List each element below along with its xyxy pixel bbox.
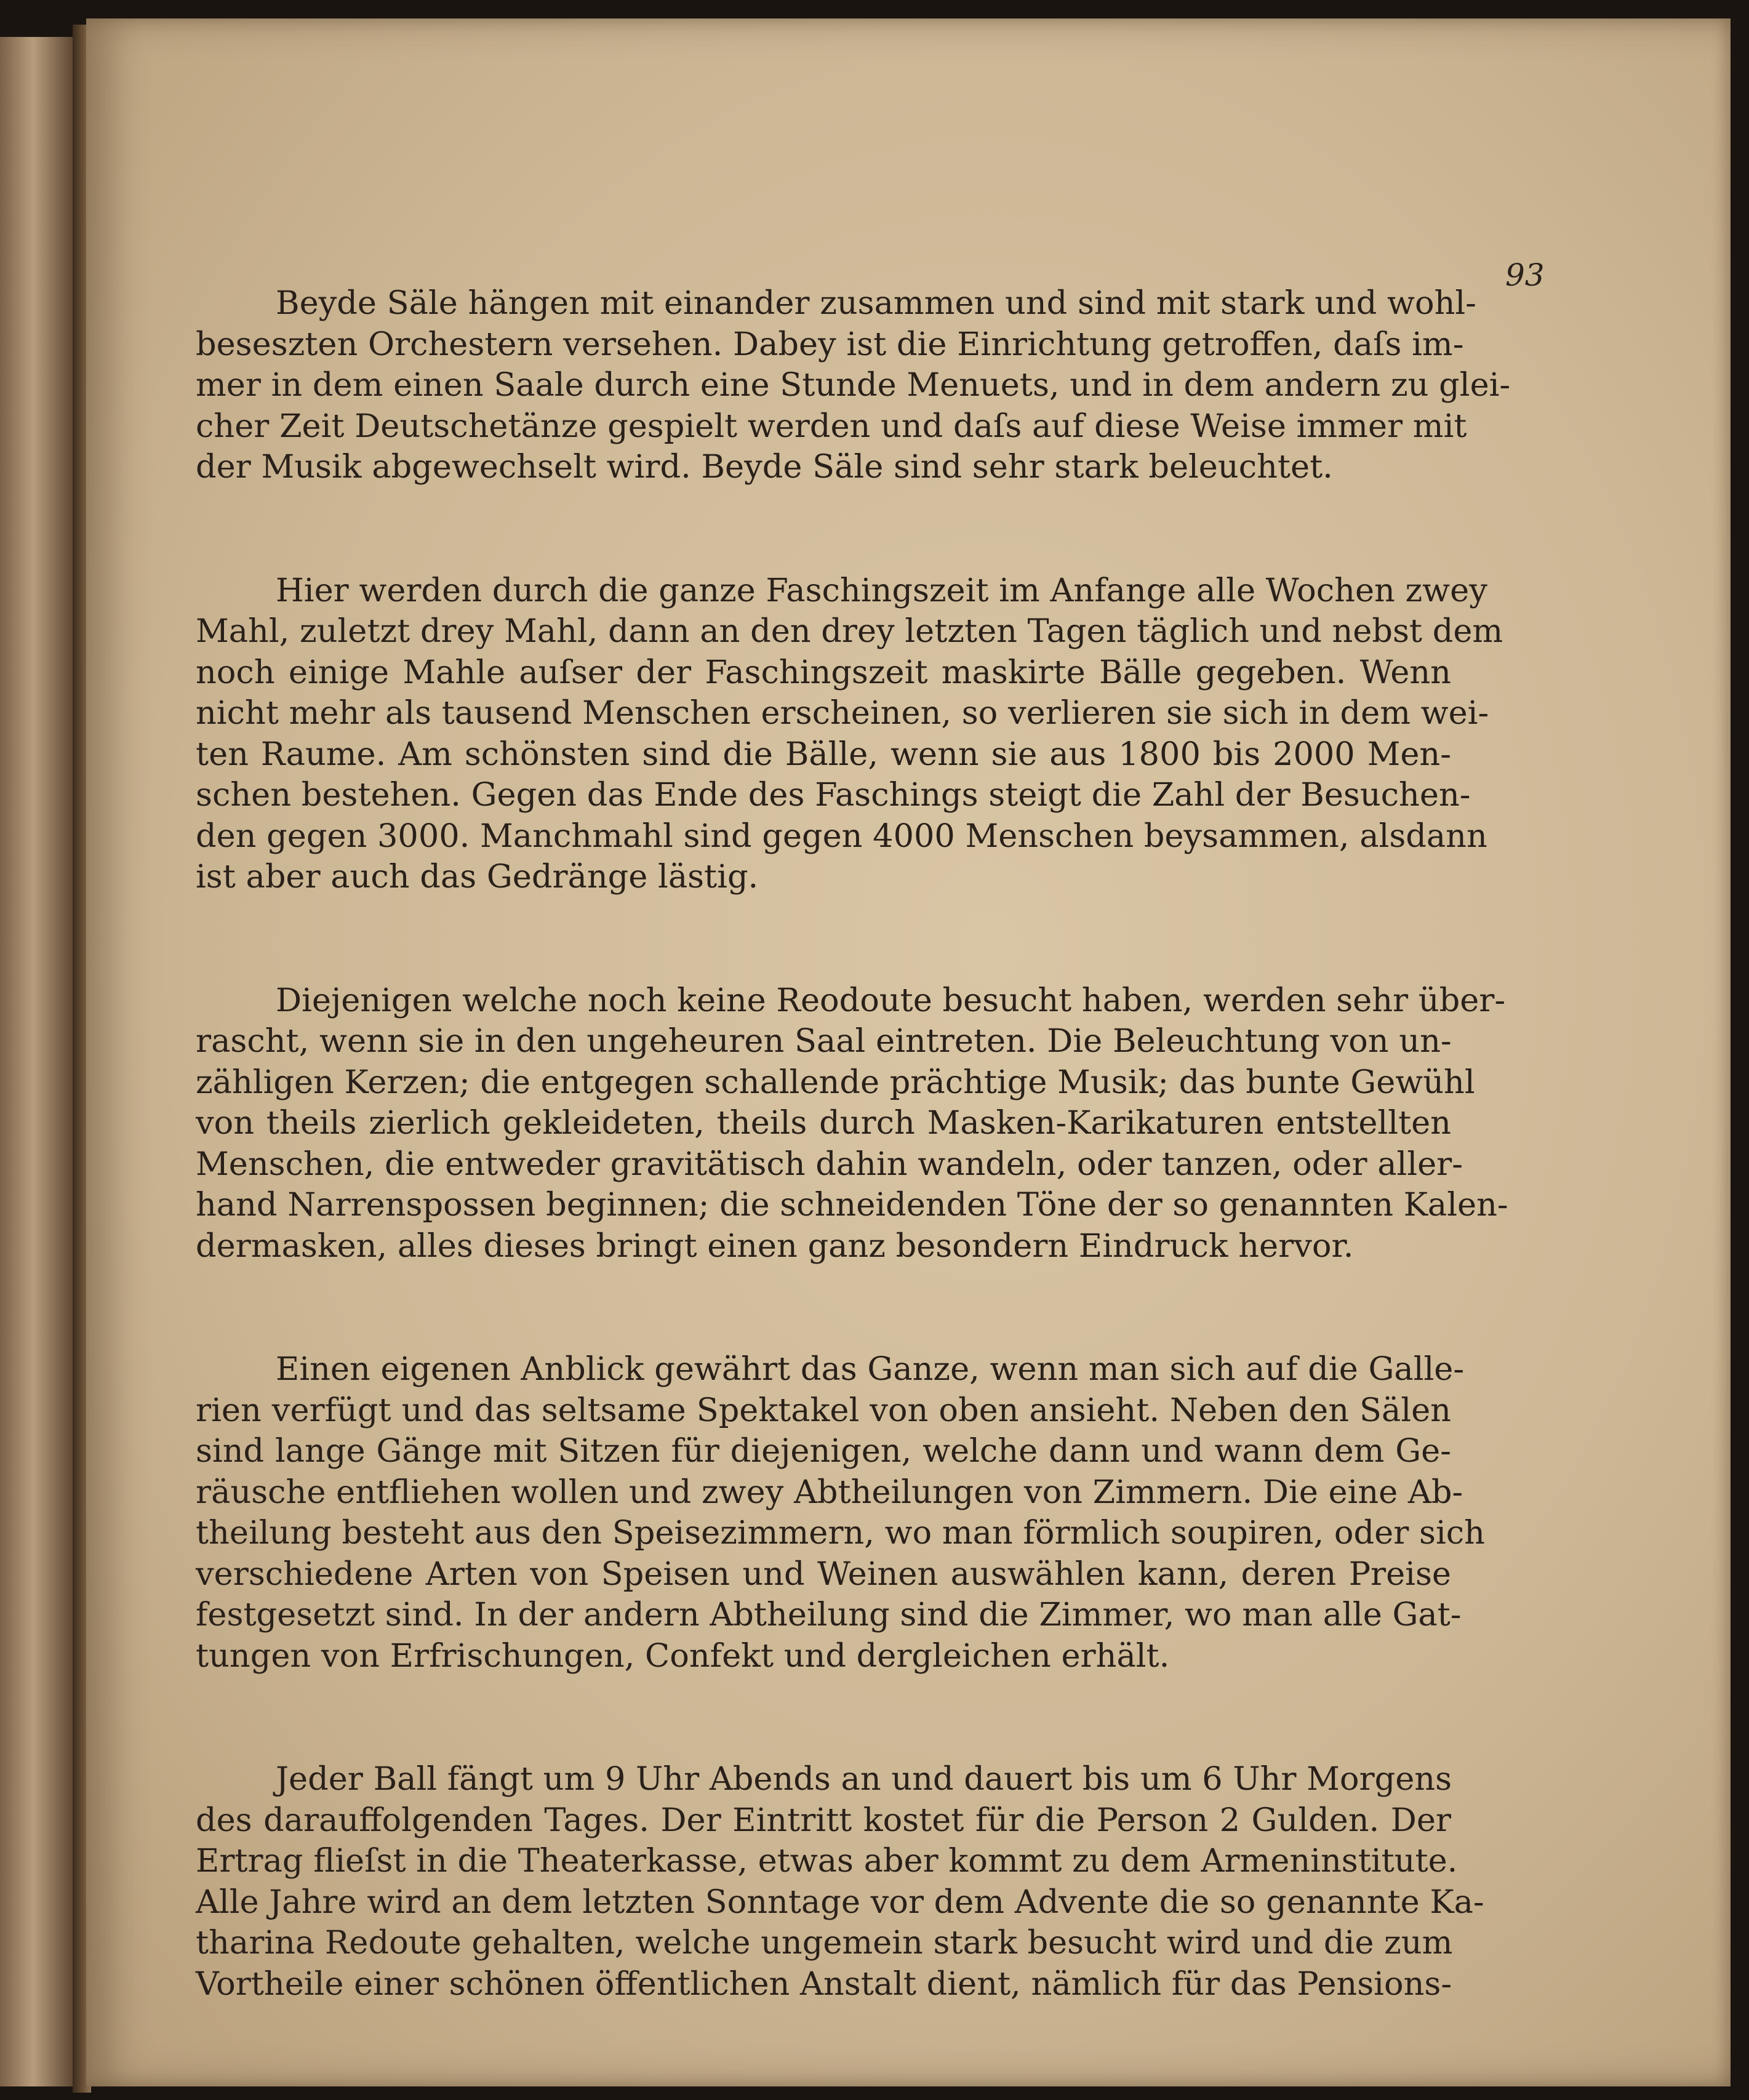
paragraph bbox=[196, 571, 1503, 898]
text-line: Diejenigen welche noch keine Reodoute besucht haben, werden sehr über- bbox=[276, 981, 1506, 1019]
text-line: Vortheile einer schönen öffentlichen Anstalt dient, nämlich für das Pensions- bbox=[196, 1965, 1452, 2003]
text-line: hand Narrenspossen beginnen; die schneidenden Töne der so genannten Kalen- bbox=[196, 1186, 1508, 1224]
text-line: räusche entfliehen wollen und zwey Abtheilungen von Zimmern. Die eine Ab- bbox=[196, 1473, 1463, 1511]
text-line: verschiedene Arten von Speisen und Weinen auswählen kann, deren Preise bbox=[196, 1555, 1451, 1593]
paragraph bbox=[196, 1759, 1484, 2005]
text-line: noch einige Mahle auſser der Faschingszeit maskirte Bälle gegeben. Wenn bbox=[196, 653, 1451, 691]
text-line: den gegen 3000. Manchmahl sind gegen 4000 Menschen beysammen, alsdann bbox=[196, 817, 1487, 855]
text-line: Hier werden durch die ganze Faschingszeit im Anfange alle Wochen zwey bbox=[276, 571, 1487, 609]
text-line: sind lange Gänge mit Sitzen für diejenigen, welche dann und wann dem Ge- bbox=[196, 1432, 1451, 1470]
text-line: der Musik abgewechselt wird. Beyde Säle sind sehr stark beleuchtet. bbox=[196, 448, 1333, 486]
text-line: festgesetzt sind. In der andern Abtheilung sind die Zimmer, wo man alle Gat- bbox=[196, 1596, 1462, 1633]
text-line: theilung besteht aus den Speisezimmern, wo man förmlich soupiren, oder sich bbox=[196, 1514, 1485, 1552]
text-line: tungen von Erfrischungen, Confekt und dergleichen erhält. bbox=[196, 1637, 1170, 1675]
page-number: 93 bbox=[1505, 257, 1545, 293]
text-line: ten Raume. Am schönsten sind die Bälle, wenn sie aus 1800 bis 2000 Men- bbox=[196, 735, 1451, 773]
text-line: Alle Jahre wird an dem letzten Sonntage vor dem Advente die so genannte Ka- bbox=[196, 1883, 1484, 1921]
text-line: rascht, wenn sie in den ungeheuren Saal eintreten. Die Beleuchtung von un- bbox=[196, 1022, 1452, 1060]
text-line: mer in dem einen Saale durch eine Stunde Menuets, und in dem andern zu glei- bbox=[196, 366, 1511, 404]
text-line: Ertrag flieſst in die Theaterkasse, etwas aber kommt zu dem Armeninstitute. bbox=[196, 1842, 1458, 1880]
text-line: dermasken, alles dieses bringt einen ganz besondern Eindruck hervor. bbox=[196, 1227, 1354, 1265]
page-body-text bbox=[196, 283, 1511, 2005]
text-line: von theils zierlich gekleideten, theils durch Masken-Karikaturen entstellten bbox=[196, 1104, 1451, 1142]
text-line: Beyde Säle hängen mit einander zusammen und sind mit stark und wohl- bbox=[276, 284, 1476, 322]
paragraph bbox=[196, 980, 1508, 1267]
text-line: Jeder Ball fängt um 9 Uhr Abends an und dauert bis um 6 Uhr Morgens bbox=[276, 1760, 1452, 1798]
text-line: nicht mehr als tausend Menschen erscheinen, so verlieren sie sich in dem wei- bbox=[196, 694, 1489, 732]
text-line: schen bestehen. Gegen das Ende des Faschings steigt die Zahl der Besuchen- bbox=[196, 776, 1471, 814]
text-line: Einen eigenen Anblick gewährt das Ganze, wenn man sich auf die Galle- bbox=[276, 1350, 1465, 1388]
text-line: cher Zeit Deutschetänze gespielt werden und daſs auf diese Weise immer mit bbox=[196, 407, 1467, 445]
text-line: rien verfügt und das seltsame Spektakel von oben ansieht. Neben den Sälen bbox=[196, 1391, 1451, 1429]
text-line: beseszten Orchestern versehen. Dabey ist die Einrichtung getroffen, daſs im- bbox=[196, 325, 1464, 363]
text-line: tharina Redoute gehalten, welche ungemein stark besucht wird und die zum bbox=[196, 1924, 1453, 1962]
paragraph bbox=[196, 283, 1511, 488]
text-line: Menschen, die entweder gravitätisch dahin wandeln, oder tanzen, oder aller- bbox=[196, 1145, 1463, 1183]
text-line: ist aber auch das Gedränge lästig. bbox=[196, 858, 759, 896]
paragraph bbox=[196, 1349, 1485, 1677]
text-line: Mahl, zuletzt drey Mahl, dann an den drey letzten Tagen täglich und nebst dem bbox=[196, 612, 1503, 650]
previous-page-edge bbox=[0, 37, 74, 2086]
text-line: des darauffolgenden Tages. Der Eintritt kostet für die Person 2 Gulden. Der bbox=[196, 1801, 1451, 1839]
text-line: zähligen Kerzen; die entgegen schallende prächtige Musik; das bunte Gewühl bbox=[196, 1063, 1475, 1101]
